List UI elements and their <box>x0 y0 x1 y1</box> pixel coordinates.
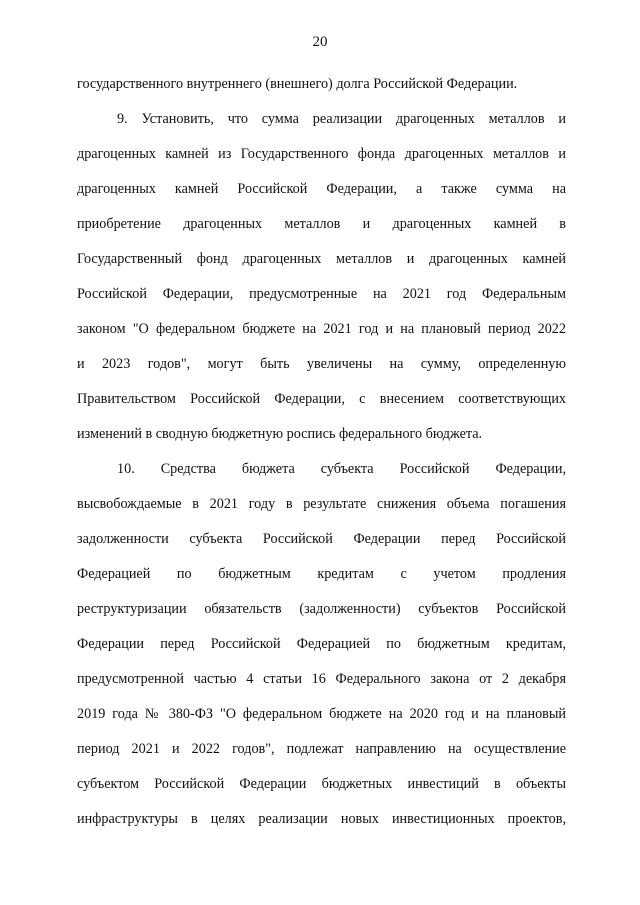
text-line: государственного внутреннего (внешнего) долга Российской Федерации. <box>77 76 518 92</box>
text-line: инфраструктуры в целях реализации новых инвестиционных проектов, <box>77 811 566 827</box>
text-line: Государственный фонд драгоценных металлов и драгоценных камней <box>77 251 566 267</box>
text-line: Российской Федерации, предусмотренные на 2021 год Федеральным <box>77 286 566 302</box>
text-line: драгоценных камней из Государственного фонда драгоценных металлов и <box>77 146 566 162</box>
text-line: задолженности субъекта Российской Федерации перед Российской <box>77 531 566 547</box>
paragraph-10-first-line: 10. Средства бюджета субъекта Российской Федерации, <box>117 461 566 477</box>
text-line: субъектом Российской Федерации бюджетных инвестиций в объекты <box>77 776 566 792</box>
text-line: Федерации перед Российской Федерацией по бюджетным кредитам, <box>77 636 566 652</box>
document-body <box>77 67 566 837</box>
text-line: 2019 года № 380-ФЗ "О федеральном бюджете на 2020 год и на плановый <box>77 706 566 722</box>
text-line: период 2021 и 2022 годов", подлежат направлению на осуществление <box>77 741 566 757</box>
text-line: законом "О федеральном бюджете на 2021 год и на плановый период 2022 <box>77 321 566 337</box>
text-line: изменений в сводную бюджетную роспись федерального бюджета. <box>77 426 483 442</box>
paragraph-9-first-line: 9. Установить, что сумма реализации драгоценных металлов и <box>117 111 566 127</box>
text-line: Правительством Российской Федерации, с внесением соответствующих <box>77 391 566 407</box>
text-line: и 2023 годов", могут быть увеличены на сумму, определенную <box>77 356 566 372</box>
text-line: Федерацией по бюджетным кредитам с учетом продления <box>77 566 566 582</box>
text-line: приобретение драгоценных металлов и драгоценных камней в <box>77 216 566 232</box>
text-line: реструктуризации обязательств (задолженности) субъектов Российской <box>77 601 566 617</box>
text-line: предусмотренной частью 4 статьи 16 Федерального закона от 2 декабря <box>77 671 566 687</box>
text-line: высвобождаемые в 2021 году в результате снижения объема погашения <box>77 496 566 512</box>
text-line: драгоценных камней Российской Федерации, а также сумма на <box>77 181 566 197</box>
page-number: 20 <box>312 34 328 50</box>
